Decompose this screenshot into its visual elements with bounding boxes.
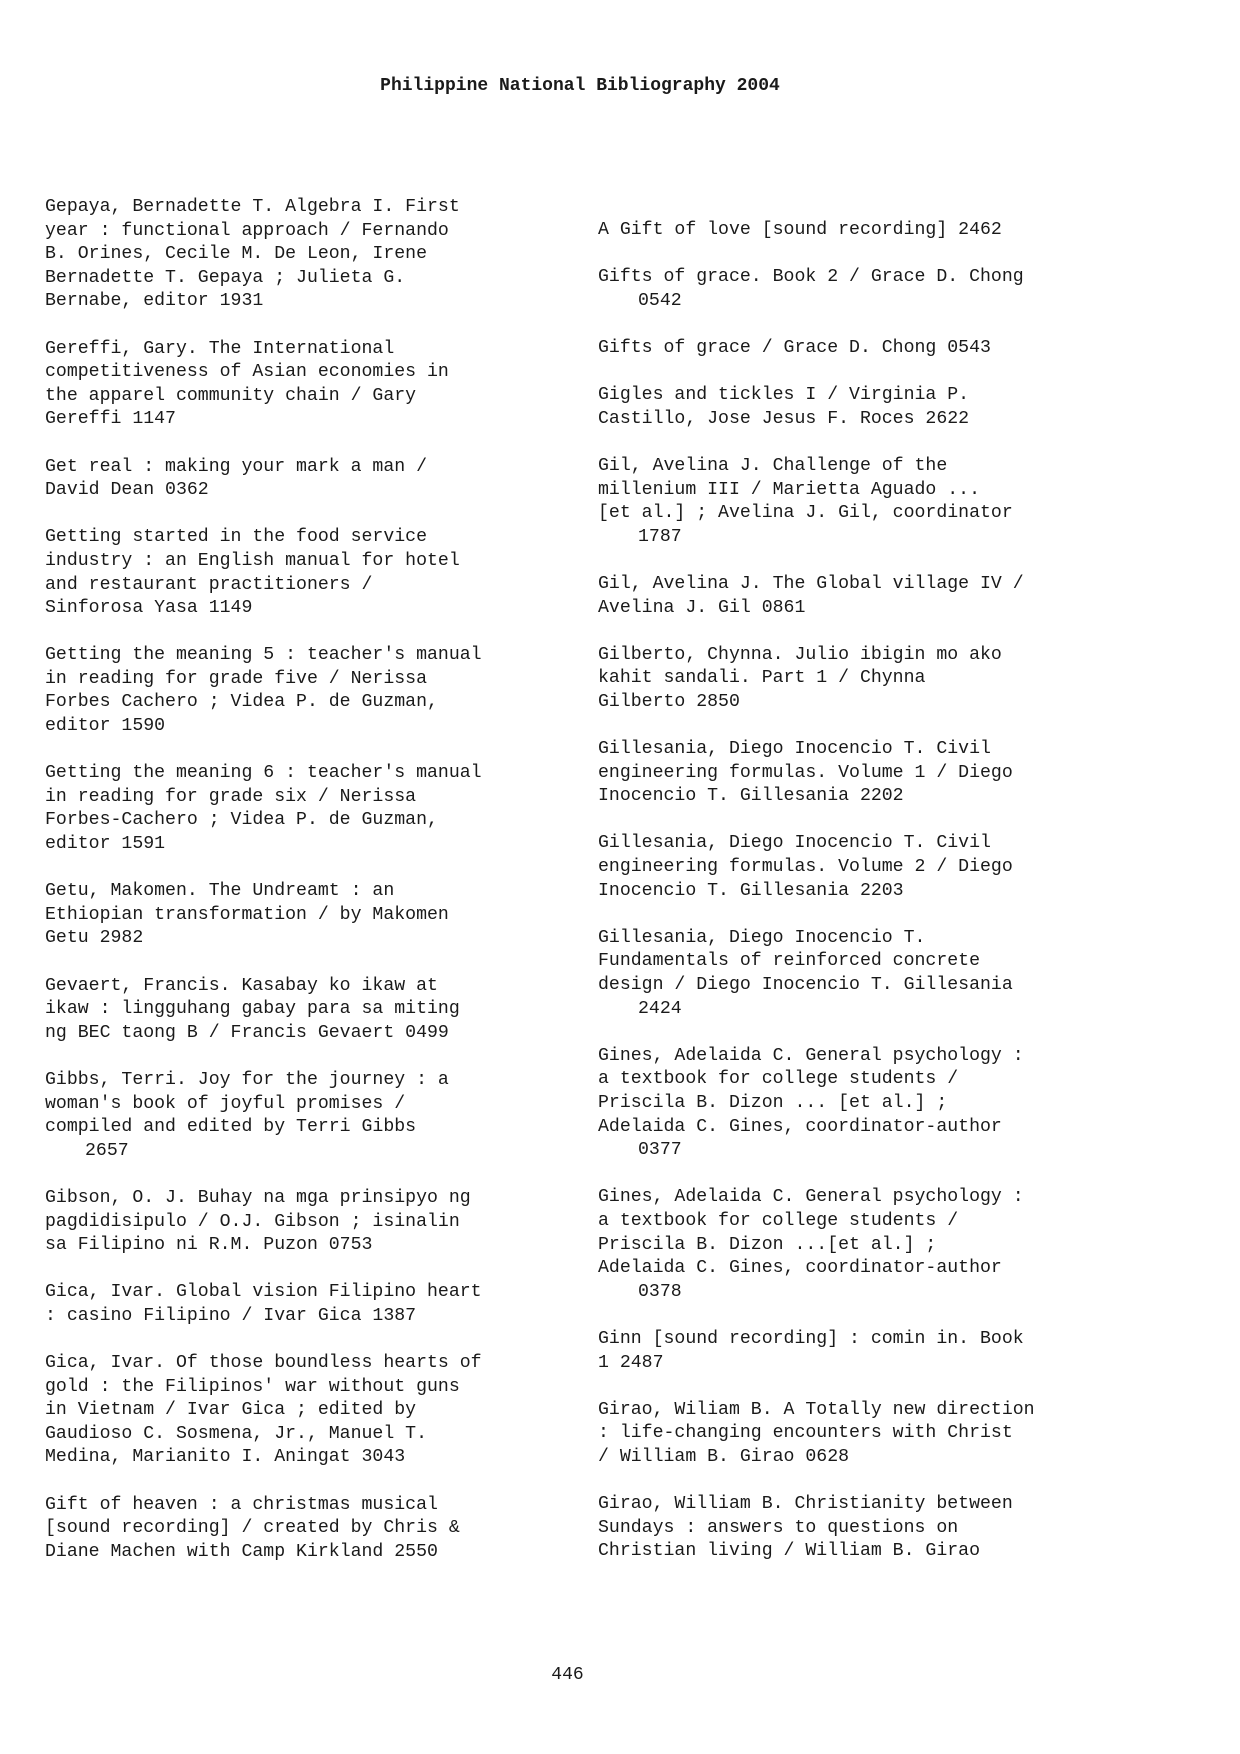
bibliography-entry (45, 1494, 565, 1565)
bibliography-entry (598, 1399, 1118, 1470)
entry-line: Gica, Ivar. Of those boundless hearts of (45, 1353, 482, 1374)
bibliography-entry (598, 1186, 1118, 1304)
bibliography-entry (45, 1187, 565, 1258)
entry-number: 0377 (638, 1140, 682, 1161)
entry-line: compiled and edited by Terri Gibbs (45, 1117, 417, 1138)
entry-line: ikaw : lingguhang gabay para sa miting (45, 999, 460, 1020)
entry-line: Inocencio T. Gillesania 2203 (598, 880, 904, 901)
entry-line: Gica, Ivar. Global vision Filipino heart (45, 1282, 482, 1303)
bibliography-entry (598, 219, 1118, 243)
entry-line: : life-changing encounters with Christ (598, 1423, 1013, 1444)
page-number: 446 (551, 1665, 584, 1685)
entry-line: Gines, Adelaida C. General psychology : (598, 1045, 1024, 1066)
bibliography-entry (598, 832, 1118, 903)
entry-line: [et al.] ; Avelina J. Gil, coordinator (598, 503, 1013, 524)
entry-line: Priscila B. Dizon ... [et al.] ; (598, 1092, 948, 1113)
entry-line: editor 1591 (45, 834, 166, 855)
entry-line: Getu 2982 (45, 928, 144, 949)
entry-line: Ginn [sound recording] : comin in. Book (598, 1328, 1024, 1349)
entry-line: Inocencio T. Gillesania 2202 (598, 786, 904, 807)
entry-line: Medina, Marianito I. Aningat 3043 (45, 1447, 406, 1468)
bibliography-entry (598, 266, 1118, 313)
entry-line: Getu, Makomen. The Undreamt : an (45, 881, 395, 902)
bibliography-entry (45, 644, 565, 738)
entry-line: Gereffi, Gary. The International (45, 338, 395, 359)
bibliography-entry (598, 337, 1118, 361)
bibliography-entry (598, 644, 1118, 715)
entry-line: A Gift of love [sound recording] 2462 (598, 220, 1002, 240)
entry-line: Forbes Cachero ; Videa P. de Guzman, (45, 692, 438, 713)
entry-line: Gillesania, Diego Inocencio T. Civil (598, 833, 991, 854)
entry-line: Sinforosa Yasa 1149 (45, 598, 253, 619)
bibliography-entry (45, 1069, 565, 1163)
entry-line: Priscila B. Dizon ...[et al.] ; (598, 1234, 937, 1255)
entry-line: Gilberto 2850 (598, 691, 740, 712)
entry-line: in Vietnam / Ivar Gica ; edited by (45, 1400, 417, 1421)
bibliography-entry (598, 738, 1118, 809)
entry-line: and restaurant practitioners / (45, 574, 373, 595)
entry-line: Gil, Avelina J. The Global village IV / (598, 573, 1024, 594)
bibliography-entry (598, 384, 1118, 431)
entry-line: kahit sandali. Part 1 / Chynna (598, 668, 926, 689)
entry-line: a textbook for college students / (598, 1210, 959, 1231)
entry-line: Gevaert, Francis. Kasabay ko ikaw at (45, 975, 438, 996)
entry-line: Diane Machen with Camp Kirkland 2550 (45, 1541, 438, 1562)
entry-line: competitiveness of Asian economies in (45, 362, 449, 383)
entry-line: in reading for grade six / Nerissa (45, 786, 417, 807)
entry-line: gold : the Filipinos' war without guns (45, 1376, 460, 1397)
entry-line: sa Filipino ni R.M. Puzon 0753 (45, 1235, 373, 1256)
left-column (45, 196, 565, 1588)
bibliography-entry (45, 1352, 565, 1470)
bibliography-entry (598, 1493, 1118, 1564)
bibliography-entry (598, 1045, 1118, 1163)
entry-line: Gepaya, Bernadette T. Algebra I. First (45, 197, 460, 217)
entry-number: 1787 (638, 526, 682, 547)
bibliography-entry (45, 1281, 565, 1328)
entry-line: Gilberto, Chynna. Julio ibigin mo ako (598, 644, 1002, 665)
entry-line: Adelaida C. Gines, coordinator-author (598, 1116, 1002, 1137)
entry-line: Gaudioso C. Sosmena, Jr., Manuel T. (45, 1423, 427, 1444)
entry-line: Ethiopian transformation / by Makomen (45, 904, 449, 925)
entry-line: the apparel community chain / Gary (45, 385, 417, 406)
entry-line: editor 1590 (45, 716, 166, 737)
bibliography-entry (45, 762, 565, 856)
entry-line: a textbook for college students / (598, 1069, 959, 1090)
entry-line: ng BEC taong B / Francis Gevaert 0499 (45, 1022, 449, 1043)
entry-line: Getting the meaning 6 : teacher's manual (45, 763, 482, 784)
bibliography-entry (598, 1328, 1118, 1375)
entry-line: Gibson, O. J. Buhay na mga prinsipyo ng (45, 1187, 471, 1208)
bibliography-entry (45, 526, 565, 620)
entry-line: Bernabe, editor 1931 (45, 291, 264, 312)
entry-line: engineering formulas. Volume 2 / Diego (598, 857, 1013, 878)
entry-line: Gereffi 1147 (45, 409, 176, 430)
entry-line: pagdidisipulo / O.J. Gibson ; isinalin (45, 1211, 460, 1232)
entry-line: Gillesania, Diego Inocencio T. Civil (598, 739, 991, 760)
bibliography-entry (598, 573, 1118, 620)
entry-line: Gifts of grace / Grace D. Chong 0543 (598, 337, 991, 358)
entry-line: Sundays : answers to questions on (598, 1517, 959, 1538)
bibliography-entry (598, 455, 1118, 549)
bibliography-entry (45, 975, 565, 1046)
entry-number: 2424 (638, 998, 682, 1019)
entry-line: Gillesania, Diego Inocencio T. (598, 927, 926, 948)
bibliography-entry (45, 456, 565, 503)
entry-line: B. Orines, Cecile M. De Leon, Irene (45, 244, 427, 265)
entry-line: industry : an English manual for hotel (45, 550, 460, 571)
entry-line: Girao, Wiliam B. A Totally new direction (598, 1399, 1035, 1420)
entry-line: Fundamentals of reinforced concrete (598, 951, 980, 972)
entry-line: Getting the meaning 5 : teacher's manual (45, 645, 482, 666)
entry-line: Avelina J. Gil 0861 (598, 597, 806, 618)
bibliography-entry (45, 880, 565, 951)
entry-line: [sound recording] / created by Chris & (45, 1518, 460, 1539)
right-column (598, 219, 1118, 1587)
entry-line: design / Diego Inocencio T. Gillesania (598, 975, 1013, 995)
bibliography-entry (45, 196, 565, 314)
entry-line: David Dean 0362 (45, 480, 209, 501)
entry-line: Christian living / William B. Girao (598, 1541, 980, 1562)
entry-line: year : functional approach / Fernando (45, 220, 449, 241)
entry-line: 1 2487 (598, 1352, 664, 1373)
entry-line: Forbes-Cachero ; Videa P. de Guzman, (45, 810, 438, 831)
entry-line: Getting started in the food service (45, 527, 427, 548)
entry-line: engineering formulas. Volume 1 / Diego (598, 762, 1013, 783)
entry-line: Castillo, Jose Jesus F. Roces 2622 (598, 408, 970, 429)
entry-line: woman's book of joyful promises / (45, 1093, 406, 1114)
page-title: Philippine National Bibliography 2004 (380, 76, 780, 96)
entry-line: Gift of heaven : a christmas musical (45, 1494, 438, 1515)
entry-line: Gines, Adelaida C. General psychology : (598, 1187, 1024, 1208)
entry-line: Gibbs, Terri. Joy for the journey : a (45, 1069, 449, 1090)
entry-number: 0378 (638, 1281, 682, 1302)
entry-line: : casino Filipino / Ivar Gica 1387 (45, 1305, 417, 1326)
entry-line: Girao, William B. Christianity between (598, 1494, 1013, 1515)
entry-line: Gil, Avelina J. Challenge of the (598, 455, 948, 476)
entry-line: Gigles and tickles I / Virginia P. (598, 385, 970, 406)
entry-line: in reading for grade five / Nerissa (45, 668, 427, 689)
entry-number: 2657 (85, 1140, 129, 1161)
entry-line: Adelaida C. Gines, coordinator-author (598, 1258, 1002, 1279)
bibliography-entry (598, 927, 1118, 1021)
entry-line: Bernadette T. Gepaya ; Julieta G. (45, 267, 406, 288)
entry-line: / William B. Girao 0628 (598, 1446, 850, 1467)
entry-number: 0542 (638, 290, 682, 311)
entry-line: Gifts of grace. Book 2 / Grace D. Chong (598, 267, 1024, 288)
entry-line: millenium III / Marietta Aguado ... (598, 479, 980, 500)
entry-line: Get real : making your mark a man / (45, 456, 427, 477)
bibliography-entry (45, 338, 565, 432)
